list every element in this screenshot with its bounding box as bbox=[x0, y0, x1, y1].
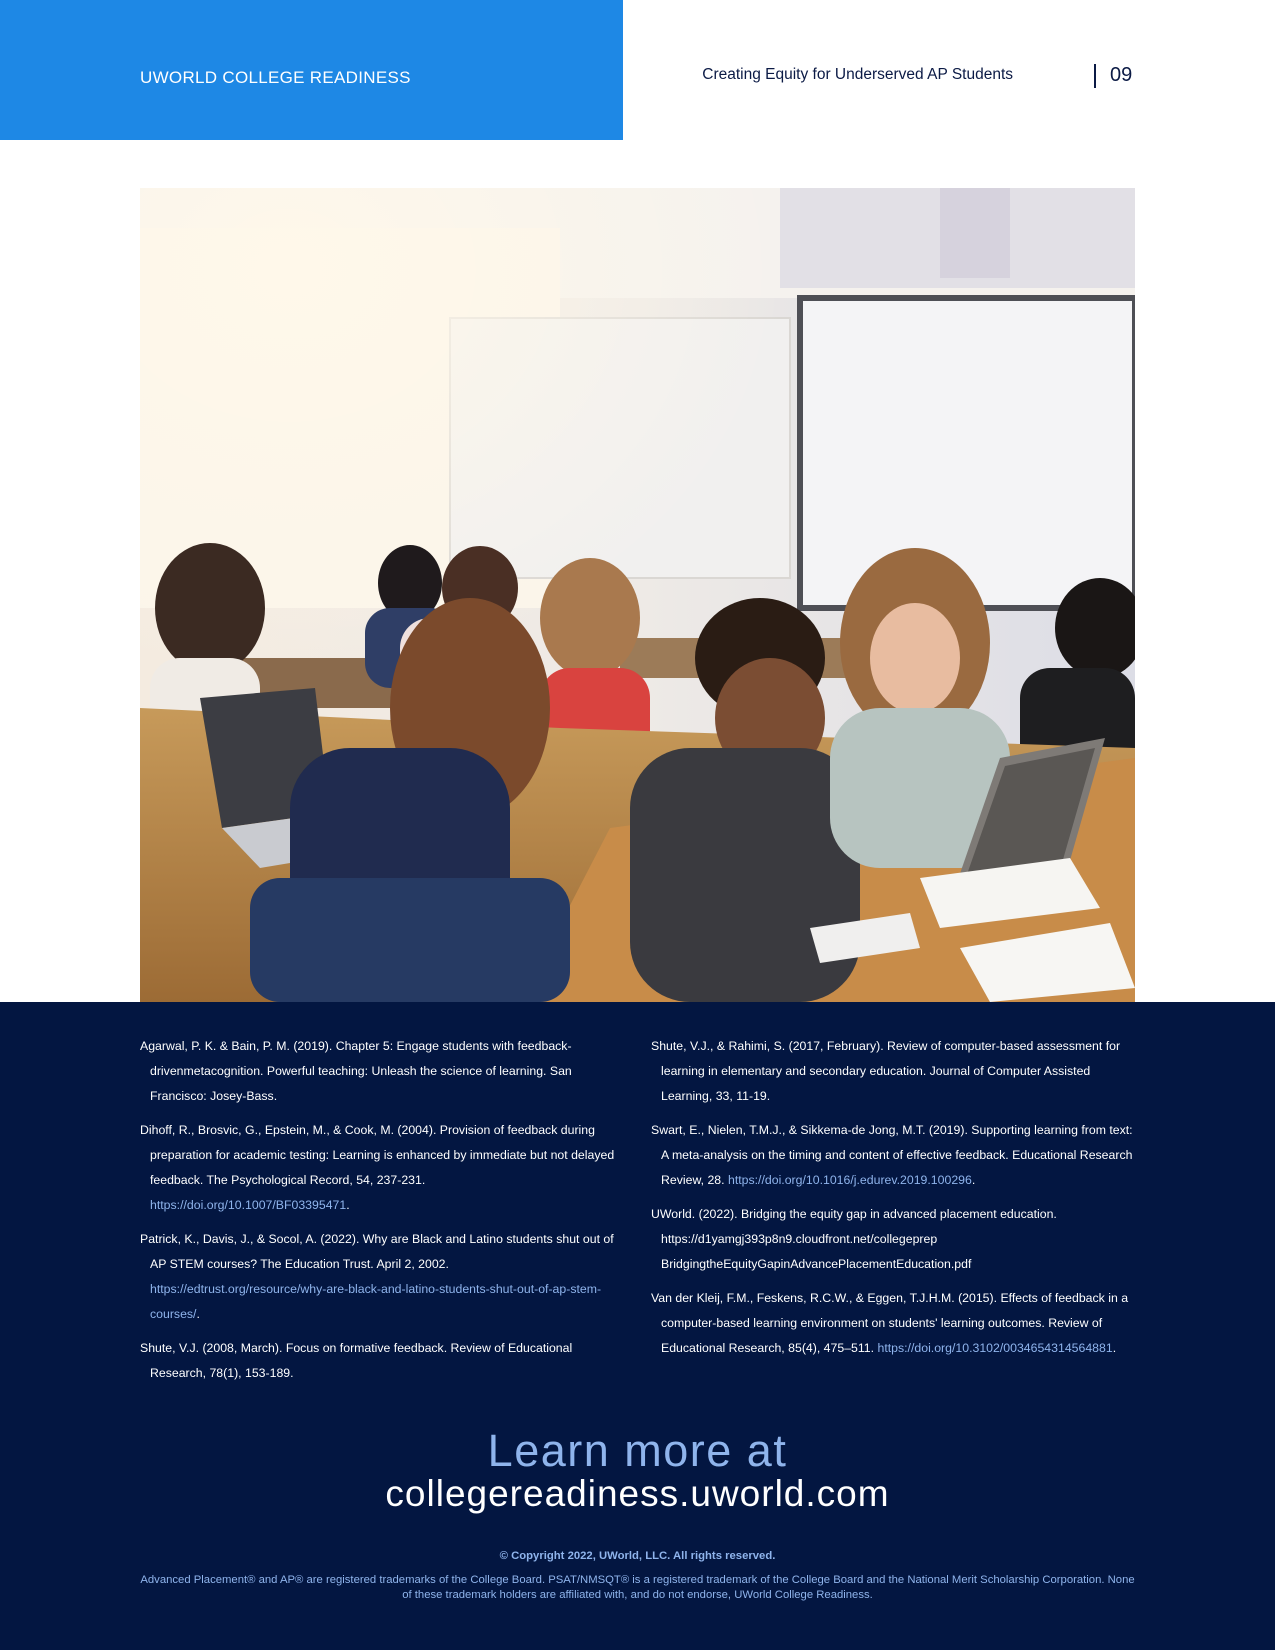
classroom-photo bbox=[140, 188, 1135, 1002]
reference-entry bbox=[651, 1286, 1136, 1361]
reference-text: Agarwal, P. K. & Bain, P. M. (2019). Chapter 5: Engage students with feedback-drivenmetacognition. Powerful teaching: Unleash the science of learning. San Francisco: Josey-Bass. bbox=[140, 1039, 572, 1103]
reference-entry bbox=[651, 1202, 1136, 1277]
trademark-notice: Advanced Placement® and AP® are registered trademarks of the College Board. PSAT/NMSQT® is a registered trademark of the College Board and the National Merit Scholarship Corporation. None of these trademark holders are affiliated with, and do not endorse, UWorld College Readiness. bbox=[140, 1574, 1135, 1601]
reference-link[interactable]: https://doi.org/10.1007/BF03395471 bbox=[150, 1198, 347, 1212]
header-divider bbox=[1094, 64, 1096, 88]
reference-link[interactable]: https://doi.org/10.3102/0034654314564881 bbox=[877, 1341, 1113, 1355]
reference-tail: . bbox=[346, 1198, 350, 1212]
cta-url-link[interactable]: collegereadiness.uworld.com bbox=[385, 1473, 890, 1514]
reference-entry bbox=[651, 1034, 1136, 1109]
cta-heading: Learn more at bbox=[487, 1425, 788, 1476]
reference-text: Swart, E., Nielen, T.M.J., & Sikkema-de Jong, M.T. (2019). Supporting learning from text: A meta-analysis on the timing and content of effective feedback. Educational Research Review, 28. bbox=[651, 1123, 1133, 1187]
reference-text: Van der Kleij, F.M., Feskens, R.C.W., & Eggen, T.J.H.M. (2015). Effects of feedback in a computer-based learning environment on students' learning outcomes. Review of Educational Research, 85(4), 475–511. bbox=[651, 1291, 1129, 1355]
reference-entry bbox=[140, 1034, 620, 1109]
references-right-column bbox=[651, 1034, 1136, 1370]
reference-text: UWorld. (2022). Bridging the equity gap in advanced placement education. https://d1yamgj393p8n9.cloudfront.net/collegeprep BridgingtheEquityGapinAdvancePlacementEducation.pdf bbox=[651, 1207, 1057, 1271]
reference-link[interactable]: https://doi.org/10.1016/j.edurev.2019.100296 bbox=[727, 1173, 972, 1187]
brand-name: UWORLD COLLEGE READINESS bbox=[140, 68, 411, 87]
reference-entry bbox=[140, 1118, 620, 1218]
reference-tail: . bbox=[971, 1173, 976, 1187]
reference-tail: . bbox=[1112, 1341, 1117, 1355]
reference-link[interactable]: https://edtrust.org/resource/why-are-black-and-latino-students-shut-out-of-ap-stem-courses/ bbox=[150, 1282, 602, 1321]
reference-entry bbox=[140, 1227, 620, 1327]
reference-text: Dihoff, R., Brosvic, G., Epstein, M., & Cook, M. (2004). Provision of feedback during preparation for academic testing: Learning is enhanced by immediate but not delayed feedback. The Psychological Record, 54, 237-231. bbox=[140, 1123, 615, 1187]
reference-entry bbox=[651, 1118, 1136, 1193]
reference-tail: . bbox=[196, 1307, 200, 1321]
copyright-notice: © Copyright 2022, UWorld, LLC. All rights reserved. bbox=[499, 1550, 776, 1562]
reference-entry bbox=[140, 1336, 620, 1386]
reference-text: Shute, V.J. (2008, March). Focus on formative feedback. Review of Educational Research, 78(1), 153-189. bbox=[140, 1341, 573, 1380]
reference-text: Patrick, K., Davis, J., & Socol, A. (2022). Why are Black and Latino students shut out of AP STEM courses? The Education Trust. April 2, 2002. bbox=[140, 1232, 614, 1271]
page-number: 09 bbox=[1110, 64, 1133, 86]
references-left-column bbox=[140, 1034, 620, 1395]
document-title: Creating Equity for Underserved AP Students bbox=[702, 66, 1013, 83]
reference-text: Shute, V.J., & Rahimi, S. (2017, February). Review of computer-based assessment for learning in elementary and secondary education. Journal of Computer Assisted Learning, 33, 11-19. bbox=[651, 1039, 1121, 1103]
